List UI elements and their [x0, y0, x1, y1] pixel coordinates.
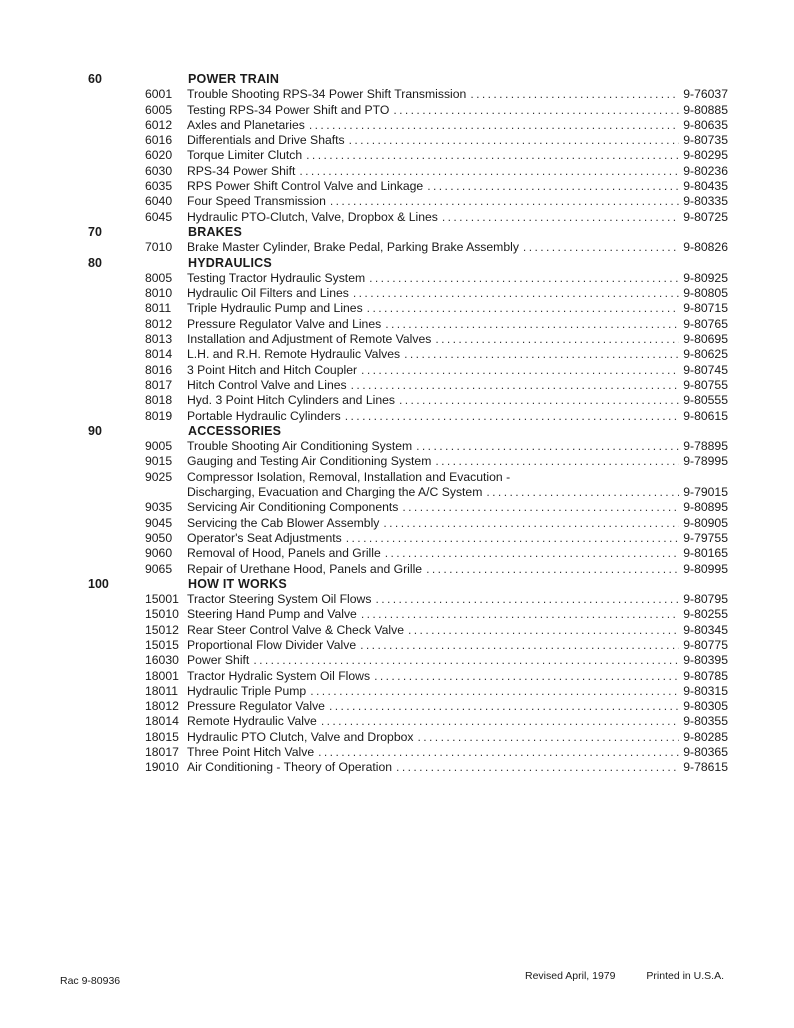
entry-code: 9050 — [145, 530, 173, 545]
entry-title: Hydraulic PTO Clutch, Valve and Dropbox — [187, 729, 414, 744]
dot-leader — [442, 210, 679, 225]
dot-leader — [399, 393, 679, 408]
entry-page-number: 9-80695 — [683, 332, 728, 347]
entry-page-number: 9-80305 — [683, 699, 728, 714]
entry-page-number: 9-80365 — [683, 745, 728, 760]
entry-page-number: 9-80785 — [683, 668, 728, 683]
toc-entry[interactable] — [88, 87, 728, 102]
entry-code: 15010 — [145, 607, 179, 622]
dot-leader — [310, 684, 679, 699]
dot-leader — [361, 363, 679, 378]
toc-entry[interactable] — [88, 562, 728, 577]
dot-leader — [345, 409, 680, 424]
entry-title: Three Point Hitch Valve — [187, 745, 315, 760]
entry-title: Operator's Seat Adjustments — [187, 530, 342, 545]
entry-title: Proportional Flow Divider Valve — [187, 637, 357, 652]
dot-leader — [426, 562, 679, 577]
entry-page-number: 9-80895 — [683, 500, 728, 515]
entry-code: 8017 — [145, 377, 173, 392]
entry-code: 18014 — [145, 714, 179, 729]
dot-leader — [408, 623, 679, 638]
entry-title: Air Conditioning - Theory of Operation — [187, 760, 393, 775]
toc-entry[interactable] — [88, 118, 728, 133]
entry-title: Tractor Hydralic System Oil Flows — [187, 668, 371, 683]
toc-entry[interactable] — [88, 439, 728, 454]
entry-page-number: 9-80826 — [683, 240, 728, 255]
entry-page-number: 9-78615 — [683, 760, 728, 775]
toc-entry[interactable] — [88, 516, 728, 531]
entry-code: 8016 — [145, 362, 173, 377]
section-heading — [88, 577, 728, 592]
entry-code: 8013 — [145, 332, 173, 347]
dot-leader — [349, 133, 680, 148]
section-number: 80 — [88, 255, 102, 270]
entry-title: RPS-34 Power Shift — [187, 163, 296, 178]
section-number: 90 — [88, 423, 102, 438]
toc-entry[interactable] — [88, 393, 728, 408]
toc-entry[interactable] — [88, 730, 728, 745]
section-number: 70 — [88, 224, 102, 239]
entry-title: Trouble Shooting Air Conditioning System — [187, 439, 413, 454]
document-code: Rac 9-80936 — [60, 975, 121, 987]
entry-page-number: 9-80335 — [683, 194, 728, 209]
entry-code: 18015 — [145, 729, 179, 744]
section-heading — [88, 72, 728, 87]
toc-entry[interactable] — [88, 240, 728, 255]
entry-code: 19010 — [145, 760, 179, 775]
entry-page-number: 9-80255 — [683, 607, 728, 622]
entry-page-number: 9-80885 — [683, 102, 728, 117]
entry-page-number: 9-80715 — [683, 301, 728, 316]
entry-title: Removal of Hood, Panels and Grille — [187, 546, 381, 561]
toc-entry[interactable] — [88, 745, 728, 760]
entry-code: 8012 — [145, 316, 173, 331]
entry-code: 6016 — [145, 133, 173, 148]
entry-page-number: 9-76037 — [683, 87, 728, 102]
footer-info — [525, 970, 724, 982]
entry-page-number: 9-80635 — [683, 117, 728, 132]
entry-page-number: 9-80285 — [683, 729, 728, 744]
entry-title: RPS Power Shift Control Valve and Linkage — [187, 179, 424, 194]
entry-title: Installation and Adjustment of Remote Valves — [187, 332, 432, 347]
dot-leader — [523, 240, 679, 255]
entry-page-number: 9-80435 — [683, 179, 728, 194]
entry-title: Trouble Shooting RPS-34 Power Shift Transmission — [187, 87, 467, 102]
entry-page-number: 9-78895 — [683, 439, 728, 454]
toc-entry[interactable] — [88, 148, 728, 163]
toc-entry[interactable] — [88, 454, 728, 469]
entry-page-number: 9-80995 — [683, 561, 728, 576]
dot-leader — [385, 546, 680, 561]
entry-title: Torque Limiter Clutch — [187, 148, 303, 163]
entry-code: 9015 — [145, 454, 173, 469]
entry-title: Portable Hydraulic Cylinders — [187, 408, 341, 423]
dot-leader — [253, 653, 679, 668]
entry-title: Servicing the Cab Blower Assembly — [187, 515, 380, 530]
toc-entry[interactable] — [88, 179, 728, 194]
toc-entry[interactable] — [88, 546, 728, 561]
section-title: POWER TRAIN — [188, 72, 280, 86]
entry-title: Steering Hand Pump and Valve — [187, 607, 357, 622]
entry-code: 6005 — [145, 102, 173, 117]
entry-title: Axles and Planetaries — [187, 117, 305, 132]
entry-code: 8018 — [145, 393, 173, 408]
entry-page-number: 9-80295 — [683, 148, 728, 163]
entry-title: Testing Tractor Hydraulic System — [187, 270, 366, 285]
dot-leader — [360, 638, 679, 653]
dot-leader — [353, 286, 679, 301]
entry-page-number: 9-80755 — [683, 377, 728, 392]
toc-entry[interactable] — [88, 623, 728, 638]
dot-leader — [435, 454, 679, 469]
entry-title: Servicing Air Conditioning Components — [187, 500, 399, 515]
entry-code: 9025 — [145, 469, 173, 484]
dot-leader — [427, 179, 679, 194]
dot-leader — [435, 332, 679, 347]
toc-entry[interactable] — [88, 133, 728, 148]
entry-code: 6001 — [145, 87, 173, 102]
toc-entry[interactable] — [88, 684, 728, 699]
dot-leader — [396, 760, 679, 775]
entry-page-number: 9-80765 — [683, 316, 728, 331]
dot-leader — [361, 607, 679, 622]
dot-leader — [369, 271, 679, 286]
entry-page-number: 9-80925 — [683, 270, 728, 285]
entry-title: L.H. and R.H. Remote Hydraulic Valves — [187, 347, 401, 362]
entry-page-number: 9-80236 — [683, 163, 728, 178]
dot-leader — [393, 103, 679, 118]
toc-entry[interactable] — [88, 500, 728, 515]
entry-title: Rear Steer Control Valve & Check Valve — [187, 622, 404, 637]
dot-leader — [329, 699, 679, 714]
dot-leader — [346, 531, 680, 546]
entry-title: 3 Point Hitch and Hitch Coupler — [187, 362, 358, 377]
entry-title: Pressure Regulator Valve — [187, 699, 325, 714]
section-heading — [88, 424, 728, 439]
entry-code: 9065 — [145, 561, 173, 576]
dot-leader — [383, 516, 679, 531]
dot-leader — [306, 148, 679, 163]
entry-page-number: 9-80315 — [683, 683, 728, 698]
toc-entry[interactable] — [88, 164, 728, 179]
entry-code: 6012 — [145, 117, 173, 132]
toc-entry[interactable] — [88, 347, 728, 362]
entry-code: 6045 — [145, 209, 173, 224]
entry-title-continued: Discharging, Evacuation and Charging the A/C System — [187, 485, 483, 500]
entry-code: 9005 — [145, 439, 173, 454]
entry-title: Four Speed Transmission — [187, 194, 326, 209]
dot-leader — [299, 164, 679, 179]
toc-entry[interactable] — [88, 638, 728, 653]
entry-page-number: 9-80355 — [683, 714, 728, 729]
section-number: 60 — [88, 72, 102, 86]
entry-code: 18011 — [145, 683, 178, 698]
entry-page-number: 9-80615 — [683, 408, 728, 423]
dot-leader — [367, 301, 680, 316]
entry-title: Brake Master Cylinder, Brake Pedal, Parking Brake Assembly — [187, 240, 519, 255]
entry-code: 6020 — [145, 148, 173, 163]
entry-page-number: 9-80735 — [683, 133, 728, 148]
entry-page-number: 9-79015 — [683, 485, 728, 500]
entry-code: 8019 — [145, 408, 173, 423]
toc-entry[interactable] — [88, 332, 728, 347]
entry-page-number: 9-80745 — [683, 362, 728, 377]
dot-leader — [351, 378, 680, 393]
entry-title: Hyd. 3 Point Hitch Cylinders and Lines — [187, 393, 395, 408]
entry-title: Compressor Isolation, Removal, Installation and Evacution - — [187, 469, 511, 484]
entry-title: Triple Hydraulic Pump and Lines — [187, 301, 363, 316]
entry-title: Gauging and Testing Air Conditioning System — [187, 454, 432, 469]
entry-title: Hydraulic Triple Pump — [187, 683, 307, 698]
section-heading — [88, 256, 728, 271]
entry-code: 6030 — [145, 163, 173, 178]
entry-code: 15012 — [145, 622, 179, 637]
section-title: HOW IT WORKS — [188, 576, 287, 591]
entry-title: Hydraulic PTO-Clutch, Valve, Dropbox & Lines — [187, 209, 438, 224]
toc-entry[interactable] — [88, 653, 728, 668]
entry-title: Power Shift — [187, 653, 250, 668]
toc-entry[interactable] — [88, 470, 728, 501]
dot-leader — [330, 194, 679, 209]
entry-page-number: 9-80725 — [683, 209, 728, 224]
entry-code: 6040 — [145, 194, 173, 209]
toc-entry[interactable] — [88, 409, 728, 424]
entry-code: 8005 — [145, 270, 173, 285]
section-title: HYDRAULICS — [188, 255, 272, 270]
entry-page-number: 9-79755 — [683, 530, 728, 545]
entry-code: 7010 — [145, 240, 173, 255]
toc-entry[interactable] — [88, 317, 728, 332]
entry-code: 8011 — [145, 301, 172, 316]
section-heading — [88, 225, 728, 240]
entry-page-number: 9-80395 — [683, 653, 728, 668]
entry-title: Testing RPS-34 Power Shift and PTO — [187, 102, 390, 117]
entry-page-number: 9-78995 — [683, 454, 728, 469]
entry-code: 16030 — [145, 653, 179, 668]
dot-leader — [417, 730, 679, 745]
entry-code: 9035 — [145, 500, 173, 515]
section-number: 100 — [88, 576, 109, 591]
entry-title: Repair of Urethane Hood, Panels and Grille — [187, 561, 423, 576]
entry-code: 18012 — [145, 699, 179, 714]
entry-page-number: 9-80795 — [683, 592, 728, 607]
entry-code: 8014 — [145, 347, 173, 362]
entry-title: Differentials and Drive Shafts — [187, 133, 345, 148]
toc-entry[interactable] — [88, 378, 728, 393]
revision-date: Revised April, 1979 — [525, 970, 616, 982]
entry-code: 15001 — [145, 592, 179, 607]
toc-entry[interactable] — [88, 531, 728, 546]
entry-title: Tractor Steering System Oil Flows — [187, 592, 372, 607]
dot-leader — [486, 485, 679, 500]
toc-entry[interactable] — [88, 592, 728, 607]
entry-code: 9060 — [145, 546, 173, 561]
table-of-contents — [88, 72, 728, 776]
entry-title: Remote Hydraulic Valve — [187, 714, 317, 729]
dot-leader — [385, 317, 679, 332]
toc-entry[interactable] — [88, 301, 728, 316]
entry-title: Hydraulic Oil Filters and Lines — [187, 286, 349, 301]
entry-code: 6035 — [145, 179, 173, 194]
entry-code: 8010 — [145, 286, 173, 301]
toc-entry[interactable] — [88, 714, 728, 729]
dot-leader — [318, 745, 679, 760]
entry-page-number: 9-80905 — [683, 515, 728, 530]
dot-leader — [402, 500, 679, 515]
toc-entry[interactable] — [88, 607, 728, 622]
section-title: BRAKES — [188, 224, 242, 239]
entry-page-number: 9-80625 — [683, 347, 728, 362]
entry-page-number: 9-80805 — [683, 286, 728, 301]
dot-leader — [404, 347, 679, 362]
dot-leader — [375, 592, 679, 607]
toc-entry[interactable] — [88, 286, 728, 301]
entry-page-number: 9-80345 — [683, 622, 728, 637]
toc-entry[interactable] — [88, 669, 728, 684]
toc-entry[interactable] — [88, 194, 728, 209]
toc-entry[interactable] — [88, 271, 728, 286]
entry-page-number: 9-80165 — [683, 546, 728, 561]
dot-leader — [374, 669, 679, 684]
toc-entry[interactable] — [88, 699, 728, 714]
entry-page-number: 9-80555 — [683, 393, 728, 408]
print-location: Printed in U.S.A. — [646, 970, 725, 982]
entry-code: 9045 — [145, 515, 173, 530]
dot-leader — [470, 87, 679, 102]
entry-title: Pressure Regulator Valve and Lines — [187, 316, 382, 331]
entry-code: 15015 — [145, 637, 179, 652]
entry-code: 18017 — [145, 745, 179, 760]
toc-entry[interactable] — [88, 760, 728, 775]
entry-page-number: 9-80775 — [683, 637, 728, 652]
entry-title: Hitch Control Valve and Lines — [187, 377, 347, 392]
dot-leader — [321, 714, 679, 729]
dot-leader — [309, 118, 679, 133]
toc-entry[interactable] — [88, 103, 728, 118]
dot-leader — [416, 439, 679, 454]
entry-code: 18001 — [145, 668, 179, 683]
section-title: ACCESSORIES — [188, 423, 282, 438]
toc-entry[interactable] — [88, 210, 728, 225]
toc-entry[interactable] — [88, 363, 728, 378]
